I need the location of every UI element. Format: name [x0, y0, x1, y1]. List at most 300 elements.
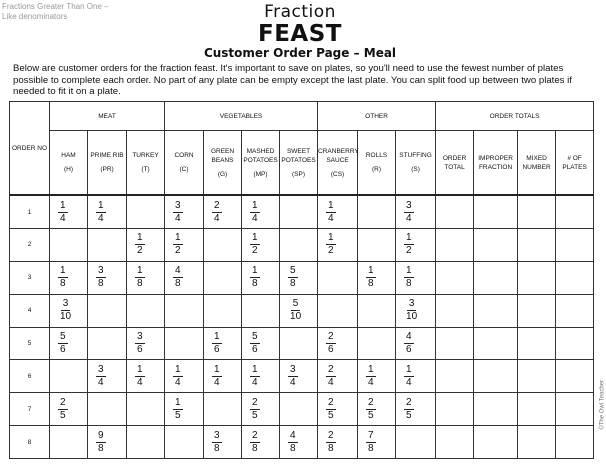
fraction-cell [165, 360, 204, 393]
fraction-numerator: 1 [175, 396, 181, 408]
fraction-denominator: 6 [137, 343, 143, 355]
fraction [404, 332, 414, 355]
fraction-cell [50, 195, 88, 229]
fraction-denominator: 2 [137, 245, 143, 257]
fraction-numerator: 2 [252, 396, 258, 408]
column-header-abbr: (T) [141, 166, 150, 173]
fraction [404, 299, 419, 322]
fraction [288, 431, 298, 454]
fraction-denominator: 10 [290, 311, 302, 323]
empty-cell [88, 294, 127, 327]
fraction-cell [88, 426, 127, 459]
answer-cell[interactable] [436, 261, 474, 294]
fraction [366, 266, 376, 289]
fraction-denominator: 4 [252, 376, 258, 388]
column-header [396, 131, 436, 196]
fraction-numerator: 3 [62, 298, 69, 310]
fraction-denominator: 4 [406, 212, 412, 224]
fraction-cell [396, 261, 436, 294]
fraction [135, 266, 145, 289]
empty-cell [396, 426, 436, 459]
fraction-numerator: 1 [175, 232, 181, 244]
fraction-denominator: 5 [406, 409, 412, 421]
fraction-cell [242, 229, 280, 262]
group-header-meat: MEAT [50, 102, 165, 131]
fraction-denominator: 4 [214, 376, 220, 388]
fraction [326, 431, 336, 454]
empty-cell [318, 261, 358, 294]
fraction-denominator: 4 [98, 376, 104, 388]
fraction [250, 398, 260, 421]
fraction-numerator: 2 [214, 199, 220, 211]
fraction-cell [50, 261, 88, 294]
order-number: 4 [10, 294, 50, 327]
fraction-denominator: 2 [406, 245, 412, 257]
fraction [58, 266, 68, 289]
empty-cell [50, 229, 88, 262]
fraction [250, 201, 260, 224]
fraction-cell [358, 360, 396, 393]
column-header-name: # OF PLATES [562, 154, 587, 171]
group-header-vegetables: VEGETABLES [165, 102, 318, 131]
answer-cell[interactable] [518, 393, 556, 426]
empty-cell [204, 393, 242, 426]
fraction-denominator: 4 [60, 212, 66, 224]
fraction-cell [358, 261, 396, 294]
fraction-numerator: 1 [214, 363, 220, 375]
empty-cell [318, 294, 358, 327]
answer-cell[interactable] [556, 327, 594, 360]
answer-cell[interactable] [518, 195, 556, 229]
column-header-name: CRANBERRY SAUCE [318, 147, 359, 164]
fraction-numerator: 2 [368, 396, 374, 408]
fraction-cell [242, 195, 280, 229]
empty-cell [88, 327, 127, 360]
empty-cell [242, 294, 280, 327]
table-row [10, 393, 594, 426]
answer-cell[interactable] [474, 393, 518, 426]
fraction-numerator: 1 [406, 363, 412, 375]
fraction-numerator: 1 [328, 199, 334, 211]
fraction [58, 299, 73, 322]
column-header [50, 131, 88, 196]
fraction [250, 266, 260, 289]
fraction [173, 266, 183, 289]
fraction-denominator: 8 [60, 278, 66, 290]
answer-cell[interactable] [436, 195, 474, 229]
order-table [9, 101, 594, 459]
fraction-denominator: 6 [60, 343, 66, 355]
fraction-denominator: 4 [137, 376, 143, 388]
title-feast: FEAST [258, 21, 342, 47]
order-number: 8 [10, 426, 50, 459]
answer-cell[interactable] [556, 426, 594, 459]
fraction-denominator: 8 [328, 442, 334, 454]
fraction-denominator: 6 [214, 343, 220, 355]
fraction-cell [396, 393, 436, 426]
empty-cell [165, 426, 204, 459]
fraction-numerator: 2 [328, 429, 334, 441]
table-row [10, 426, 594, 459]
fraction-cell [280, 261, 318, 294]
fraction [326, 201, 336, 224]
fraction [288, 365, 298, 388]
empty-cell [127, 426, 165, 459]
empty-cell [165, 294, 204, 327]
empty-cell [127, 195, 165, 229]
fraction [288, 299, 303, 322]
fraction-cell [396, 327, 436, 360]
fraction-cell [318, 327, 358, 360]
fraction-denominator: 8 [252, 442, 258, 454]
column-header [318, 131, 358, 196]
fraction-numerator: 3 [290, 363, 296, 375]
empty-cell [280, 229, 318, 262]
empty-cell [280, 327, 318, 360]
order-number: 2 [10, 229, 50, 262]
fraction [173, 233, 183, 256]
order-number: 7 [10, 393, 50, 426]
fraction-numerator: 5 [60, 330, 66, 342]
group-header-order-totals: ORDER TOTALS [436, 102, 594, 131]
fraction-cell [358, 393, 396, 426]
empty-cell [50, 426, 88, 459]
fraction [135, 233, 145, 256]
answer-cell[interactable] [556, 195, 594, 229]
fraction-denominator: 5 [252, 409, 258, 421]
fraction-numerator: 1 [368, 265, 374, 277]
fraction-numerator: 1 [328, 232, 334, 244]
fraction-denominator: 2 [328, 245, 334, 257]
fraction-cell [165, 229, 204, 262]
fraction-numerator: 1 [137, 265, 143, 277]
empty-cell [50, 360, 88, 393]
empty-cell [358, 195, 396, 229]
order-number: 6 [10, 360, 50, 393]
column-header-abbr: (S) [411, 166, 420, 173]
fraction-denominator: 6 [252, 343, 258, 355]
column-header-abbr: (PR) [100, 166, 114, 173]
column-header [204, 131, 242, 196]
fraction [404, 233, 414, 256]
column-header [518, 131, 556, 196]
column-header [242, 131, 280, 196]
column-header-name: SWEET POTATOES [281, 147, 316, 164]
column-header-name: STUFFING [399, 152, 432, 159]
fraction-cell [396, 360, 436, 393]
fraction [135, 332, 145, 355]
fraction-cell [358, 426, 396, 459]
fraction-denominator: 6 [328, 343, 334, 355]
answer-cell[interactable] [474, 327, 518, 360]
fraction [250, 431, 260, 454]
worksheet-topic-line1: Fractions Greater Than One – [2, 2, 109, 11]
empty-cell [358, 294, 396, 327]
fraction-denominator: 8 [368, 278, 374, 290]
fraction-denominator: 4 [328, 212, 334, 224]
fraction-denominator: 5 [175, 409, 181, 421]
fraction-cell [242, 426, 280, 459]
instructions-paragraph: Below are customer orders for the fraction feast. It's important to save on plates, so you'll need to use the fewest number of plates possible to complete each order. No part of any plate can be empty except the last plate. You can split food up between two plates if needed to fit it on a plate. [13, 63, 572, 97]
fraction-cell [204, 195, 242, 229]
fraction-numerator: 3 [408, 298, 415, 310]
answer-cell[interactable] [556, 229, 594, 262]
fraction [96, 431, 106, 454]
fraction [96, 365, 106, 388]
fraction-numerator: 1 [137, 363, 143, 375]
fraction-cell [50, 327, 88, 360]
fraction-numerator: 2 [328, 363, 334, 375]
fraction [404, 201, 414, 224]
fraction-denominator: 4 [406, 376, 412, 388]
table-row [10, 261, 594, 294]
fraction-cell [127, 229, 165, 262]
fraction-cell [318, 195, 358, 229]
fraction [250, 365, 260, 388]
answer-cell[interactable] [474, 261, 518, 294]
fraction-denominator: 4 [175, 212, 181, 224]
fraction-denominator: 8 [214, 442, 220, 454]
answer-cell[interactable] [518, 294, 556, 327]
fraction-numerator: 1 [214, 330, 220, 342]
fraction-numerator: 4 [290, 429, 296, 441]
column-header-abbr: (SP) [292, 170, 306, 178]
table-row [10, 294, 594, 327]
fraction-cell [204, 327, 242, 360]
fraction-denominator: 4 [290, 376, 296, 388]
order-number: 3 [10, 261, 50, 294]
fraction-denominator: 8 [175, 278, 181, 290]
order-no-header: ORDER NO [10, 102, 50, 196]
fraction-numerator: 2 [60, 396, 66, 408]
answer-cell[interactable] [436, 426, 474, 459]
fraction-cell [88, 261, 127, 294]
column-header-name: MIXED NUMBER [522, 154, 551, 171]
fraction-numerator: 1 [60, 265, 66, 277]
empty-cell [358, 229, 396, 262]
answer-cell[interactable] [436, 294, 474, 327]
fraction-numerator: 9 [98, 429, 104, 441]
column-header-abbr: (H) [63, 166, 74, 173]
fraction-numerator: 2 [252, 429, 258, 441]
worksheet-topic-line2: Like denominators [2, 12, 68, 21]
fraction [326, 398, 336, 421]
answer-cell[interactable] [556, 360, 594, 393]
empty-cell [204, 229, 242, 262]
empty-cell [358, 327, 396, 360]
fraction-numerator: 1 [252, 265, 258, 277]
fraction-denominator: 5 [328, 409, 334, 421]
column-header-name: ORDER TOTAL [442, 154, 467, 171]
column-header-abbr: (C) [179, 166, 189, 173]
fraction [58, 201, 68, 224]
fraction-numerator: 1 [60, 199, 66, 211]
answer-cell[interactable] [474, 195, 518, 229]
fraction-cell [318, 426, 358, 459]
fraction-cell [165, 261, 204, 294]
fraction [173, 365, 183, 388]
fraction [212, 365, 222, 388]
fraction-cell [280, 426, 318, 459]
column-header-name: MASHED POTATOES [243, 147, 278, 164]
fraction-denominator: 4 [252, 212, 258, 224]
empty-cell [88, 393, 127, 426]
fraction [212, 201, 222, 224]
fraction-denominator: 2 [175, 245, 181, 257]
fraction-cell [242, 360, 280, 393]
fraction-numerator: 3 [175, 199, 181, 211]
fraction-numerator: 3 [214, 429, 220, 441]
fraction-denominator: 8 [98, 278, 104, 290]
column-header-abbr: (R) [372, 166, 382, 173]
fraction [366, 365, 376, 388]
column-header [474, 131, 518, 196]
fraction-cell [127, 360, 165, 393]
fraction-cell [50, 393, 88, 426]
fraction-cell [396, 294, 436, 327]
fraction-cell [50, 294, 88, 327]
fraction-denominator: 8 [252, 278, 258, 290]
fraction-numerator: 5 [252, 330, 258, 342]
fraction [212, 332, 222, 355]
column-header-abbr: (G) [217, 170, 228, 178]
fraction-numerator: 1 [252, 232, 258, 244]
fraction-cell [396, 229, 436, 262]
answer-cell[interactable] [556, 294, 594, 327]
fraction-numerator: 1 [137, 232, 143, 244]
fraction [404, 266, 414, 289]
column-header [280, 131, 318, 196]
fraction-denominator: 4 [328, 376, 334, 388]
fraction [326, 332, 336, 355]
fraction-cell [88, 195, 127, 229]
column-header-abbr: (MP) [253, 170, 268, 178]
answer-cell[interactable] [436, 229, 474, 262]
column-header-name: GREEN BEANS [210, 147, 235, 164]
answer-cell[interactable] [474, 360, 518, 393]
answer-cell[interactable] [436, 393, 474, 426]
column-header-name: HAM [61, 152, 76, 159]
answer-cell[interactable] [518, 426, 556, 459]
column-header [165, 131, 204, 196]
fraction [250, 233, 260, 256]
fraction-numerator: 3 [98, 363, 104, 375]
fraction-denominator: 10 [406, 311, 418, 323]
fraction-numerator: 1 [98, 199, 104, 211]
fraction-denominator: 2 [252, 245, 258, 257]
empty-cell [280, 393, 318, 426]
fraction-cell [88, 360, 127, 393]
answer-cell[interactable] [474, 294, 518, 327]
fraction-numerator: 1 [368, 363, 374, 375]
empty-cell [88, 229, 127, 262]
answer-cell[interactable] [556, 393, 594, 426]
fraction [212, 431, 222, 454]
fraction-numerator: 3 [406, 199, 412, 211]
fraction [404, 398, 414, 421]
fraction-numerator: 7 [368, 429, 374, 441]
fraction-cell [165, 393, 204, 426]
title-fraction: Fraction [264, 2, 336, 22]
fraction [326, 233, 336, 256]
fraction-numerator: 3 [137, 330, 143, 342]
answer-cell[interactable] [474, 426, 518, 459]
fraction-numerator: 2 [328, 396, 334, 408]
fraction-denominator: 8 [98, 442, 104, 454]
answer-cell[interactable] [556, 261, 594, 294]
fraction-numerator: 1 [175, 363, 181, 375]
fraction [404, 365, 414, 388]
answer-cell[interactable] [436, 327, 474, 360]
column-header-name: CORN [174, 152, 194, 159]
fraction-cell [204, 360, 242, 393]
fraction-numerator: 1 [252, 199, 258, 211]
fraction-cell [318, 229, 358, 262]
fraction-numerator: 1 [252, 363, 258, 375]
fraction [173, 398, 183, 421]
answer-cell[interactable] [474, 229, 518, 262]
fraction-numerator: 1 [406, 232, 412, 244]
fraction-denominator: 5 [368, 409, 374, 421]
table-row [10, 360, 594, 393]
fraction-numerator: 5 [292, 298, 299, 310]
fraction [58, 398, 68, 421]
answer-cell[interactable] [518, 229, 556, 262]
fraction-cell [280, 360, 318, 393]
fraction-denominator: 8 [290, 278, 296, 290]
fraction-cell [242, 261, 280, 294]
answer-cell[interactable] [518, 327, 556, 360]
fraction-numerator: 4 [406, 330, 412, 342]
fraction [173, 201, 183, 224]
fraction-numerator: 1 [406, 265, 412, 277]
answer-cell[interactable] [518, 261, 556, 294]
fraction-denominator: 8 [406, 278, 412, 290]
fraction-cell [318, 393, 358, 426]
column-header [127, 131, 165, 196]
fraction-denominator: 8 [137, 278, 143, 290]
fraction-cell [396, 195, 436, 229]
fraction [250, 332, 260, 355]
column-header-abbr: (CS) [330, 170, 345, 178]
answer-cell[interactable] [518, 360, 556, 393]
empty-cell [127, 294, 165, 327]
group-header-other: OTHER [318, 102, 436, 131]
empty-cell [204, 294, 242, 327]
fraction-denominator: 4 [214, 212, 220, 224]
fraction-denominator: 8 [368, 442, 374, 454]
fraction [366, 431, 376, 454]
fraction [135, 365, 145, 388]
fraction-numerator: 4 [175, 265, 181, 277]
fraction-denominator: 4 [175, 376, 181, 388]
fraction-cell [280, 294, 318, 327]
fraction-cell [127, 261, 165, 294]
page-subtitle: Customer Order Page – Meal [203, 46, 397, 60]
fraction-numerator: 5 [290, 265, 296, 277]
table-row [10, 229, 594, 262]
fraction [288, 266, 298, 289]
column-header-name: ROLLS [365, 152, 388, 159]
column-header [358, 131, 396, 196]
fraction [326, 365, 336, 388]
fraction-denominator: 6 [406, 343, 412, 355]
answer-cell[interactable] [436, 360, 474, 393]
column-header-name: TURKEY [132, 152, 159, 159]
empty-cell [165, 327, 204, 360]
fraction-numerator: 2 [328, 330, 334, 342]
fraction-cell [242, 327, 280, 360]
